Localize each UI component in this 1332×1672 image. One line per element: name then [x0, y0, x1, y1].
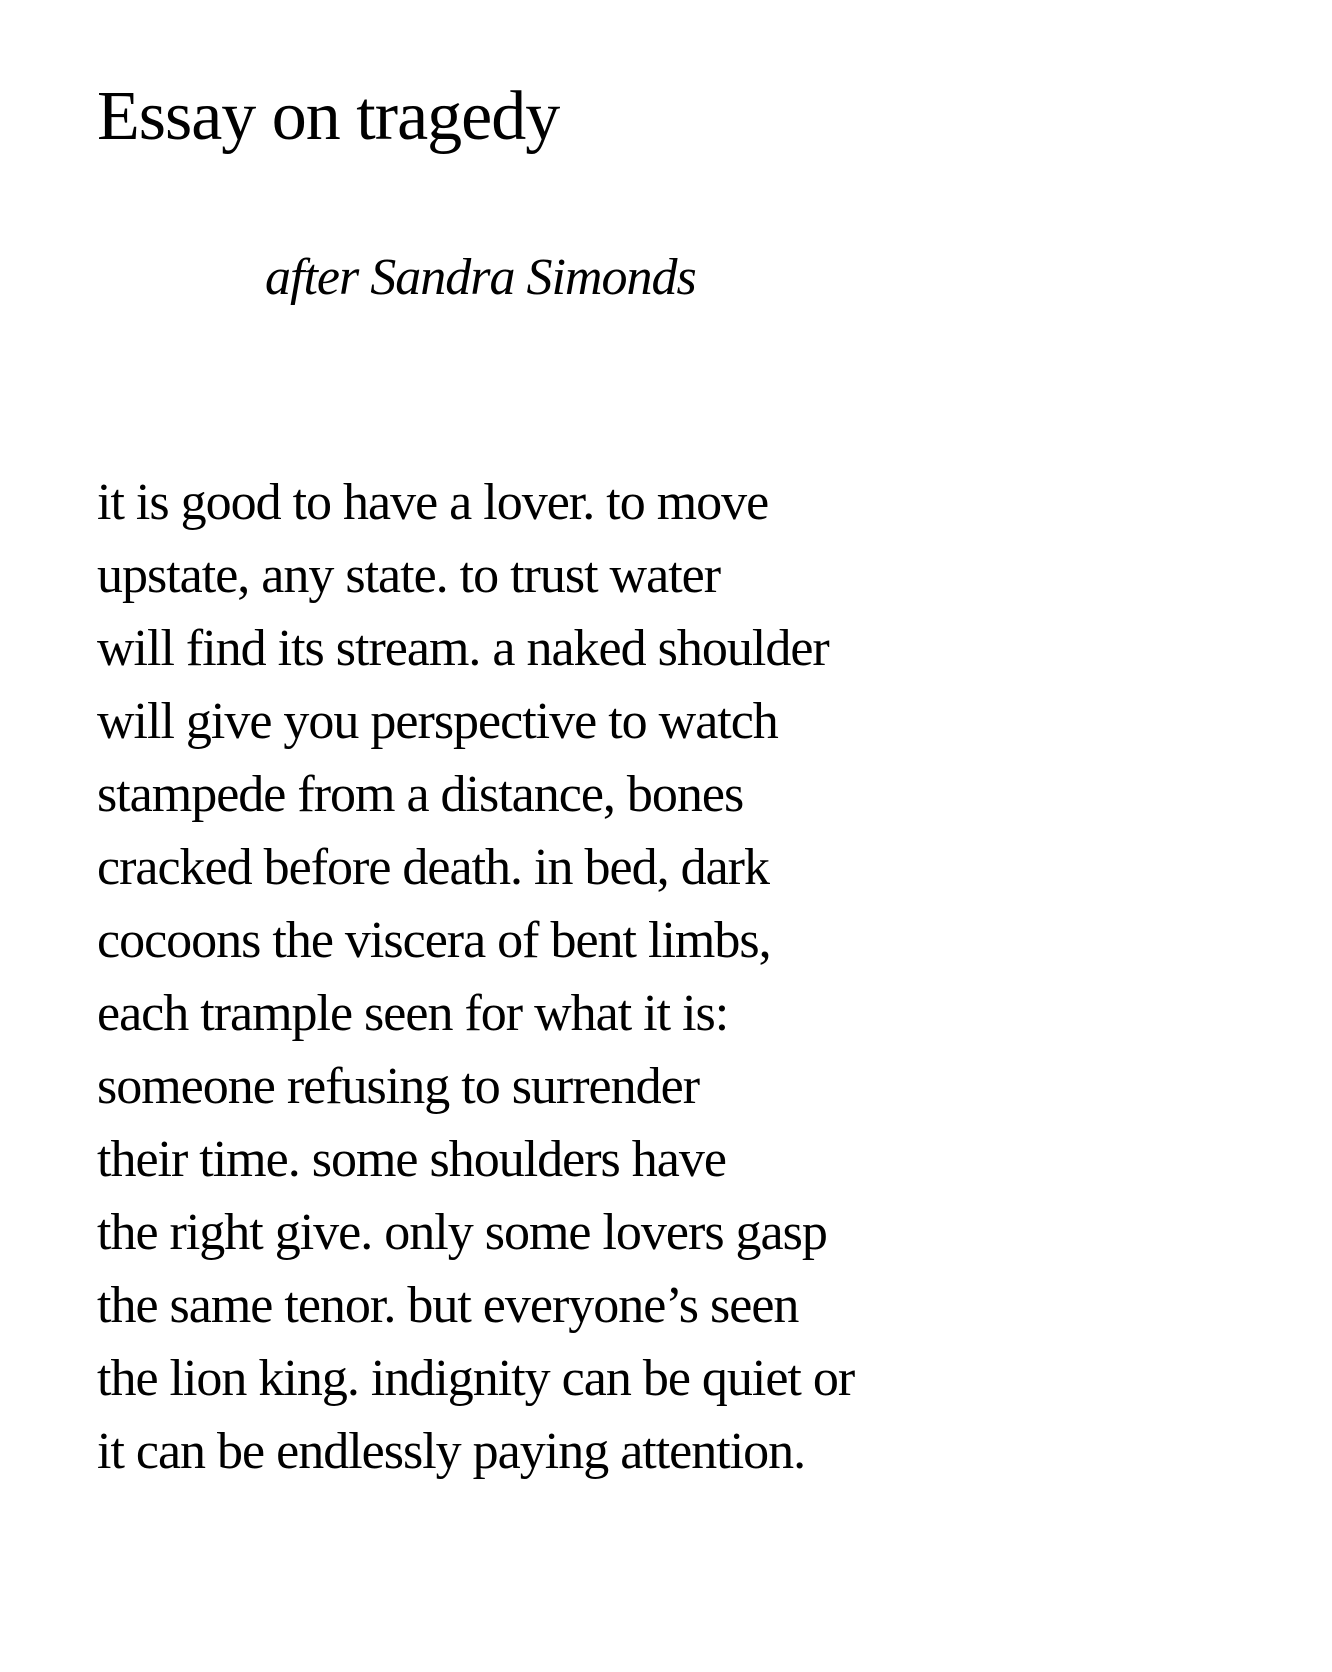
- poem-line: each trample seen for what it is:: [97, 984, 729, 1042]
- poem-line: will find its stream. a naked shoulder: [97, 619, 829, 677]
- poem-line: will give you perspective to watch: [97, 692, 778, 750]
- poem-line: cocoons the viscera of bent limbs,: [97, 911, 771, 969]
- poem-line: upstate, any state. to trust water: [97, 546, 721, 604]
- poem-line: it is good to have a lover. to move: [97, 473, 769, 531]
- poem-line: the right give. only some lovers gasp: [97, 1203, 827, 1261]
- poem-line: someone refusing to surrender: [97, 1057, 700, 1115]
- poem-line: stampede from a distance, bones: [97, 765, 744, 823]
- poem-dedication: after Sandra Simonds: [265, 249, 696, 306]
- poem-line: the same tenor. but everyone’s seen: [97, 1276, 799, 1334]
- poem-line: it can be endlessly paying attention.: [97, 1422, 806, 1480]
- poem-title: Essay on tragedy: [97, 78, 560, 155]
- poem-line: their time. some shoulders have: [97, 1130, 726, 1188]
- poem-line: cracked before death. in bed, dark: [97, 838, 769, 896]
- poem-line: the lion king. indignity can be quiet or: [97, 1349, 855, 1407]
- poem-body: [97, 466, 1292, 1488]
